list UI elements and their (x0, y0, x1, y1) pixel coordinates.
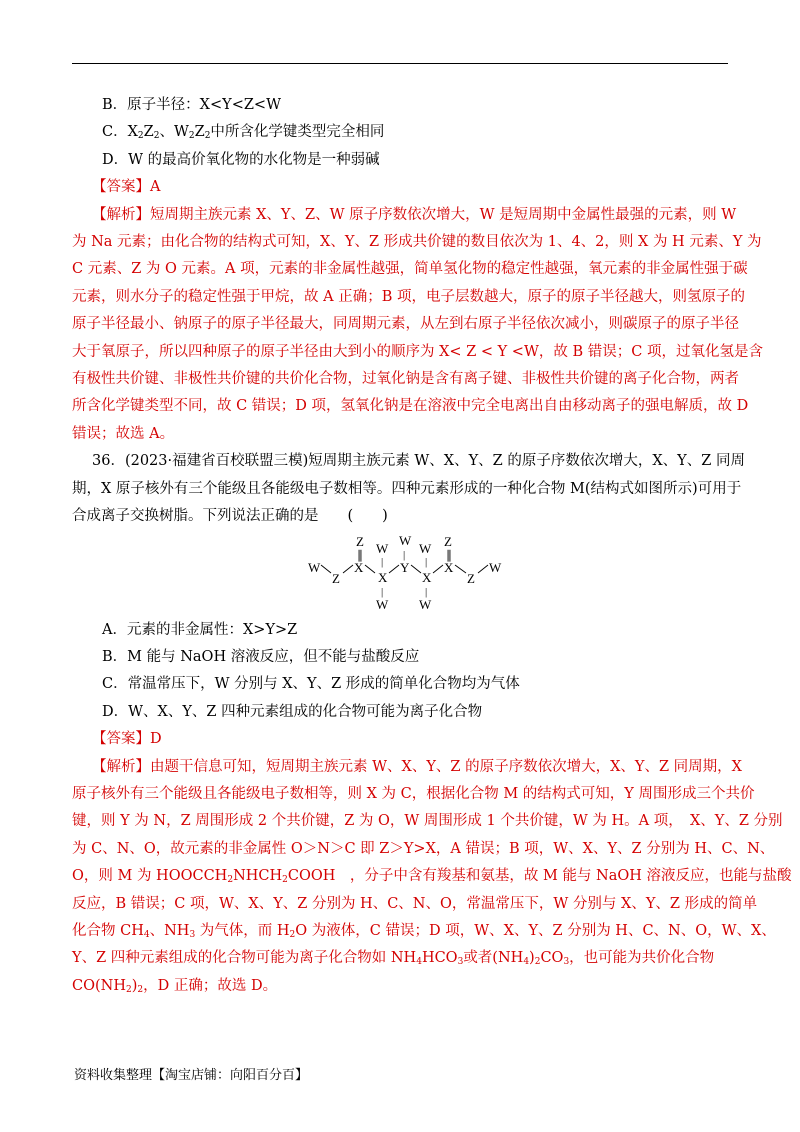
analysis-label: 【解析】 (92, 206, 150, 223)
bond-bottom-mid-right: | (425, 585, 428, 598)
atom-x-left: X (354, 559, 364, 575)
atom-z-top-left: Z (356, 533, 364, 549)
atom-z-right: Z (467, 570, 475, 586)
q36-option-a: A．元素的非金属性：X>Y>Z (102, 621, 298, 638)
footer-source: 资料收集整理【淘宝店铺：向阳百分百】 (74, 1068, 309, 1083)
answer-label: 【答案】 (92, 731, 150, 748)
q36-stem: 36．(2023·福建省百校联盟三模)短周期主族元素 W、X、Y、Z 的原子序数依次增大，X、Y、Z 同周 期，X 原子核外有三个能级且各能级电子数相等。四种元素形成的一种化合物 M(结构式如图所示)可用于 合成离子交换树脂。下列说法正确的是 ( ) (72, 453, 745, 525)
atom-w-bottom-mid-left: W (376, 596, 389, 612)
q36-option-c: C．常温常压下，W 分别与 X、Y、Z 形成的简单化合物均为气体 (102, 676, 520, 693)
q36-option-d: D．W、X、Y、Z 四种元素组成的化合物可能为离子化合物 (102, 703, 483, 720)
q35-option-b: B．原子半径：X<Y<Z<W (102, 97, 281, 113)
bond-top-mid-left: | (381, 555, 384, 568)
atom-w-top-mid-left: W (376, 540, 389, 556)
q35-option-c: C．$X_2Z_2$、$W_2Z_2$中所含化学键类型完全相同 (102, 124, 385, 142)
page-content (72, 92, 792, 1000)
atom-w-top-mid-right: W (419, 540, 432, 556)
bond-top-y: | (403, 548, 406, 561)
analysis-label: 【解析】 (92, 758, 150, 775)
atom-x-right: X (444, 559, 454, 575)
q35-answer (72, 174, 728, 201)
atom-w-left: W (308, 559, 321, 575)
atom-w-bottom-mid-right: W (419, 596, 432, 612)
bond-bottom-mid-left: | (381, 585, 384, 598)
q35-option-d: D．W 的最高价氧化物的水化物是一种弱碱 (102, 151, 380, 168)
atom-z-top-right: Z (444, 533, 452, 549)
answer-value: D (150, 731, 162, 748)
answer-label: 【答案】 (92, 179, 150, 196)
q36-analysis: 【解析】由题干信息可知，短周期主族元素 W、X、Y、Z 的原子序数依次增大，X、Y、Z 同周期，X 原子核外有三个能级且各能级电子数相等，则 X 为 C，根据化合物 M 的结构式可知，Y 周围形成三个共价 键，则 Y 为 N，Z 周围形成 2 个共价键，Z 为 O，W 周围形成 1 个共价键，W 为 H。A 项， X、Y、Z 分别 为 C、N、O，故元素的非金属性 O＞N＞C 即 Z＞Y>X，A 错误；B 项，W、X、Y、Z 分别为 H、C、N、 O，则 M 为 $HOOCCH_2NHCH_2COOH$ ，分子中含有羧基和氨基，故 M 能与 NaOH 溶液反应，也能与盐酸 反应，B 错误；C 项，W、X、Y、Z 分别为 H、C、N、O，常温常压下，W 分别与 X、Y、Z 形成的简单 化合物 $CH_4$、$NH_3$ 为气体，而 $H_2O$ 为液体，C 错误；D 项，W、X、Y、Z 分别为 H、C、N、O，W、X、 Y、Z 四种元素组成的化合物可能为离子化合物如 $NH_4HCO_3$或者$(NH_4)_2CO_3$，也可能为共价化合物 $CO(NH_2)_2$，D 正确；故选 D。 (72, 758, 792, 995)
header-rule (72, 63, 728, 64)
atom-x-mid-right: X (422, 569, 432, 585)
atom-x-mid-left: X (378, 569, 388, 585)
q36-option-b: B．M 能与 NaOH 溶液反应，但不能与盐酸反应 (102, 648, 420, 665)
structure-svg (304, 533, 504, 613)
atom-y: Y (400, 559, 410, 575)
atom-w-right: W (489, 559, 502, 575)
bond-top-mid-right: | (425, 555, 428, 568)
structural-formula (72, 533, 728, 613)
q36-answer (72, 726, 728, 753)
double-bond-right: ∥ (446, 547, 452, 562)
q35-analysis: 【解析】短周期主族元素 X、Y、Z、W 原子序数依次增大，W 是短周期中金属性最强的元素，则 W 为 Na 元素；由化合物的结构式可知，X、Y、Z 形成共价键的数目依次为 1、4、2，则 X 为 H 元素、Y 为 C 元素、Z 为 O 元素。A 项，元素的非金属性越强，简单氢化物的稳定性越强，氧元素的非金属性强于碳 元素，则水分子的稳定性强于甲烷，故 A 正确；B 项，电子层数越大，原子的原子半径越大，则氢原子的 原子半径最小、钠原子的原子半径最大，同周期元素，从左到右原子半径依次减小，则碳原子的原子半径 大于氧原子，所以四种原子的原子半径由大到小的顺序为 X< Z < Y <W，故 B 错误；C 项，过氧化氢是含 有极性共价键、非极性共价键的共价化合物，过氧化钠是含有离子键、非极性共价键的离子化合物，两者 所含化学键类型不同，故 C 错误；D 项，氢氧化钠是在溶液中完全电离出自由移动离子的强电解质，故 D 错误；故选 A。 (72, 206, 763, 442)
atom-z-left: Z (332, 570, 340, 586)
double-bond-left: ∥ (357, 547, 363, 562)
answer-value: A (150, 179, 161, 196)
atom-w-top-y: W (399, 532, 412, 548)
